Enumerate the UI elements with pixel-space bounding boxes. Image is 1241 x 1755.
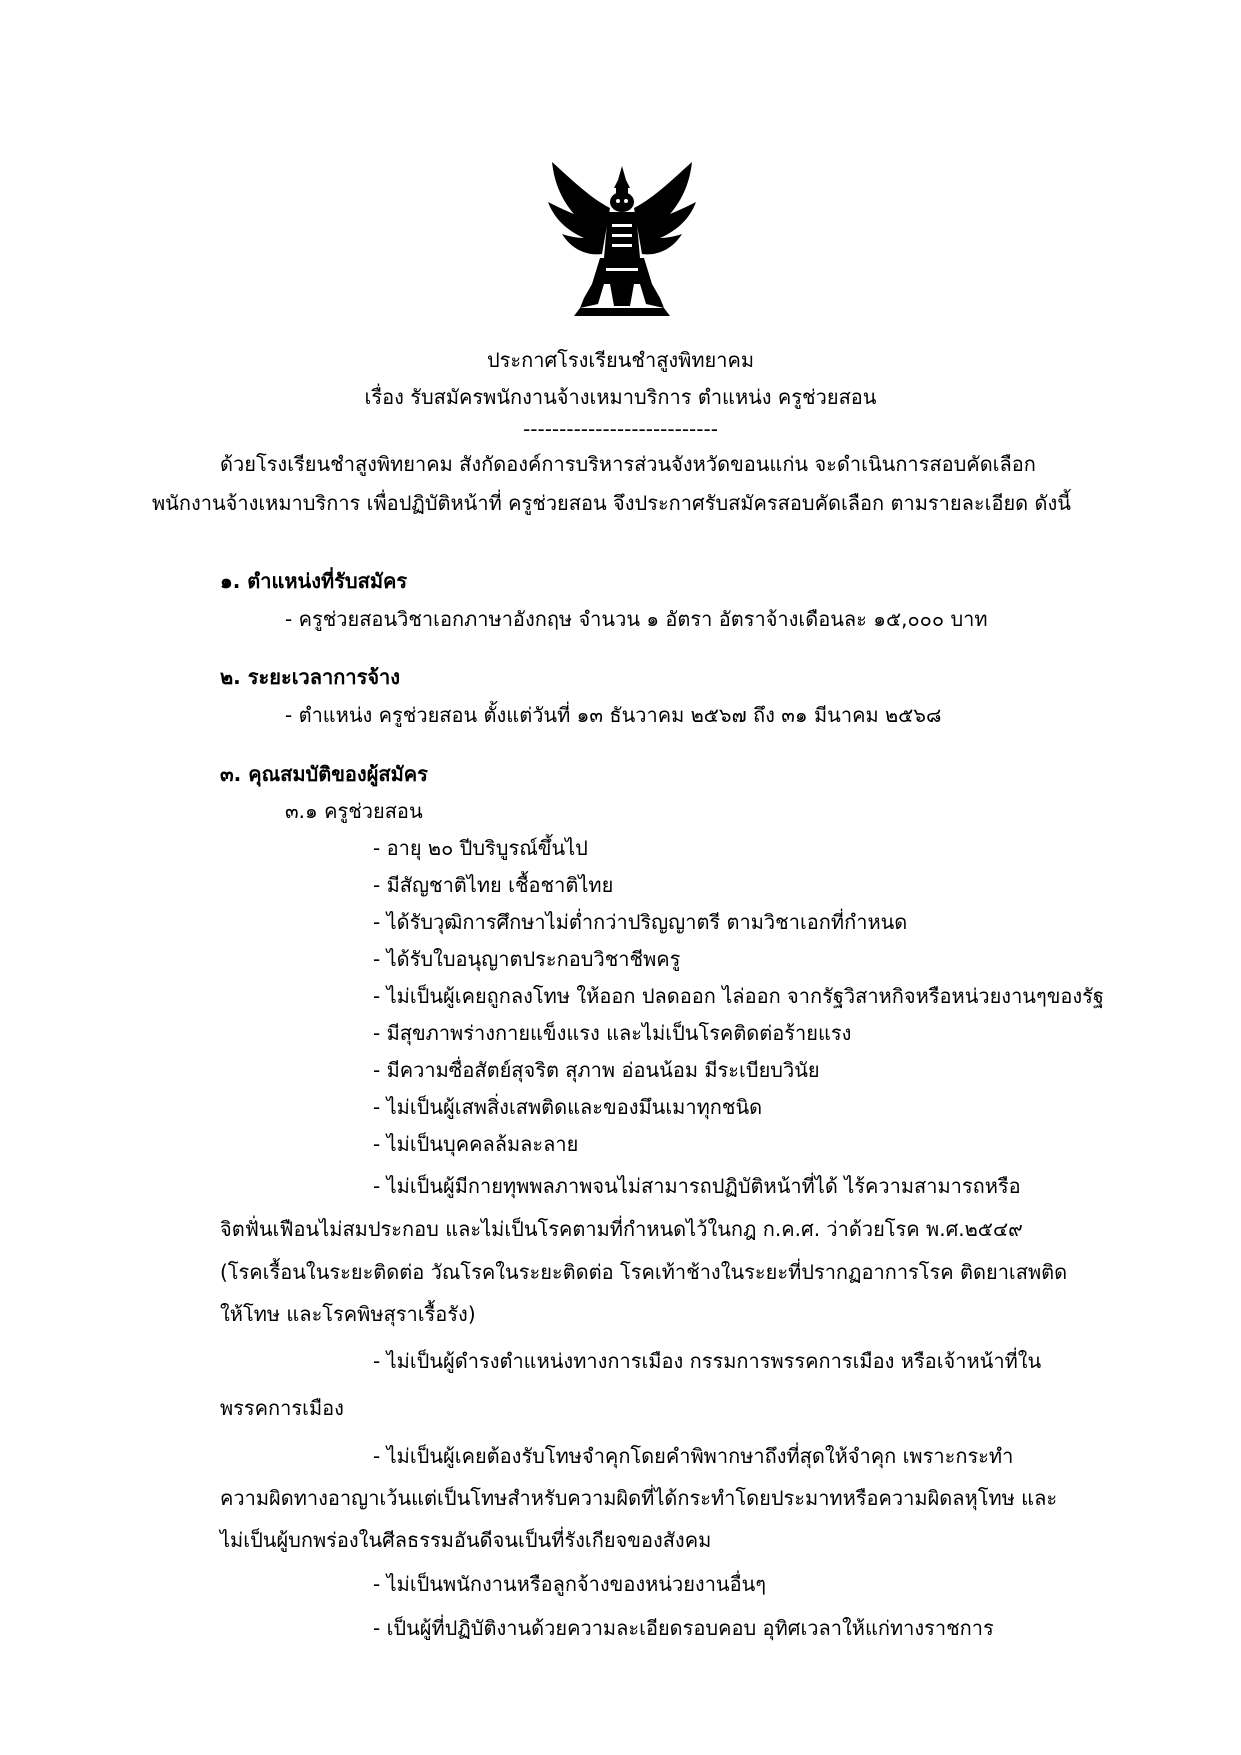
section3-subheading: ๓.๑ ครูช่วยสอน	[285, 799, 423, 823]
qualification-paragraph-line: - ไม่เป็นผู้เคยต้องรับโทษจำคุกโดยคำพิพากษาถึงที่สุดให้จำคุก เพราะกระทำ	[373, 1444, 1014, 1468]
qualification-item: - มีความซื่อสัตย์สุจริต สุภาพ อ่อนน้อม มีระเบียบวินัย	[373, 1058, 820, 1082]
qualification-item: - ได้รับวุฒิการศึกษาไม่ต่ำกว่าปริญญาตรี ตามวิชาเอกที่กำหนด	[373, 910, 908, 934]
qualification-paragraph-line: จิตฟั่นเฟือนไม่สมประกอบ และไม่เป็นโรคตามที่กำหนดไว้ในกฎ ก.ค.ศ. ว่าด้วยโรค พ.ศ.๒๕๔๙	[220, 1217, 1023, 1241]
section1-heading: ๑. ตำแหน่งที่รับสมัคร	[220, 569, 408, 593]
qualification-paragraph-line: - ไม่เป็นผู้มีกายทุพพลภาพจนไม่สามารถปฏิบัติหน้าที่ได้ ไร้ความสามารถหรือ	[373, 1174, 1021, 1198]
qualification-paragraph-line: - ไม่เป็นผู้ดำรงตำแหน่งทางการเมือง กรรมการพรรคการเมือง หรือเจ้าหน้าที่ใน	[373, 1349, 1042, 1373]
qualification-item: - ได้รับใบอนุญาตประกอบวิชาชีพครู	[373, 947, 681, 971]
qualification-item: - ไม่เป็นบุคคลล้มละลาย	[373, 1132, 579, 1156]
section1-item: - ครูช่วยสอนวิชาเอกภาษาอังกฤษ จำนวน ๑ อัตรา อัตราจ้างเดือนละ ๑๕,๐๐๐ บาท	[285, 607, 988, 631]
section3-heading: ๓. คุณสมบัติของผู้สมัคร	[220, 762, 428, 786]
qualification-item: - อายุ ๒๐ ปีบริบูรณ์ขึ้นไป	[373, 836, 588, 860]
qualification-item: - ไม่เป็นผู้เคยถูกลงโทษ ให้ออก ปลดออก ไล่ออก จากรัฐวิสาหกิจหรือหน่วยงานๆของรัฐ	[373, 984, 1104, 1008]
qualification-paragraph-line: ไม่เป็นผู้บกพร่องในศีลธรรมอันดีจนเป็นที่รังเกียจของสังคม	[220, 1528, 712, 1552]
section2-item: - ตำแหน่ง ครูช่วยสอน ตั้งแต่วันที่ ๑๓ ธันวาคม ๒๕๖๗ ถึง ๓๑ มีนาคม ๒๕๖๘	[285, 703, 942, 727]
qualification-item: - ไม่เป็นผู้เสพสิ่งเสพติดและของมึนเมาทุกชนิด	[373, 1095, 763, 1119]
intro-line-2: พนักงานจ้างเหมาบริการ เพื่อปฏิบัติหน้าที่ ครูช่วยสอน จึงประกาศรับสมัครสอบคัดเลือก ตามรายละเอียด ดังนี้	[152, 491, 1071, 515]
qualification-paragraph-line: พรรคการเมือง	[220, 1396, 344, 1420]
section2-heading: ๒. ระยะเวลาการจ้าง	[220, 665, 401, 689]
qualification-item: - มีสัญชาติไทย เชื้อชาติไทย	[373, 873, 614, 897]
qualification-item: - มีสุขภาพร่างกายแข็งแรง และไม่เป็นโรคติดต่อร้ายแรง	[373, 1021, 852, 1045]
announcement-subject: เรื่อง รับสมัครพนักงานจ้างเหมาบริการ ตำแหน่ง ครูช่วยสอน	[364, 385, 877, 409]
qualification-paragraph-line: ความผิดทางอาญาเว้นแต่เป็นโทษสำหรับความผิดที่ได้กระทำโดยประมาทหรือความผิดลหุโทษ และ	[220, 1486, 1058, 1510]
announcement-title: ประกาศโรงเรียนชำสูงพิทยาคม	[486, 348, 755, 372]
qualification-item: - เป็นผู้ที่ปฏิบัติงานด้วยความละเอียดรอบคอบ อุทิศเวลาให้แก่ทางราชการ	[373, 1616, 994, 1640]
qualification-paragraph-line: (โรคเรื้อนในระยะติดต่อ วัณโรคในระยะติดต่อ โรคเท้าช้างในระยะที่ปรากฏอาการโรค ติดยาเสพติด	[220, 1260, 1068, 1284]
qualification-item: - ไม่เป็นพนักงานหรือลูกจ้างของหน่วยงานอื่นๆ	[373, 1572, 767, 1596]
qualification-paragraph-line: ให้โทษ และโรคพิษสุราเรื้อรัง)	[220, 1302, 476, 1326]
header-divider: ---------------------------	[523, 417, 718, 441]
garuda-emblem-icon	[540, 158, 705, 318]
intro-line-1: ด้วยโรงเรียนชำสูงพิทยาคม สังกัดองค์การบริหารส่วนจังหวัดขอนแก่น จะดำเนินการสอบคัดเลือก	[220, 452, 1036, 476]
